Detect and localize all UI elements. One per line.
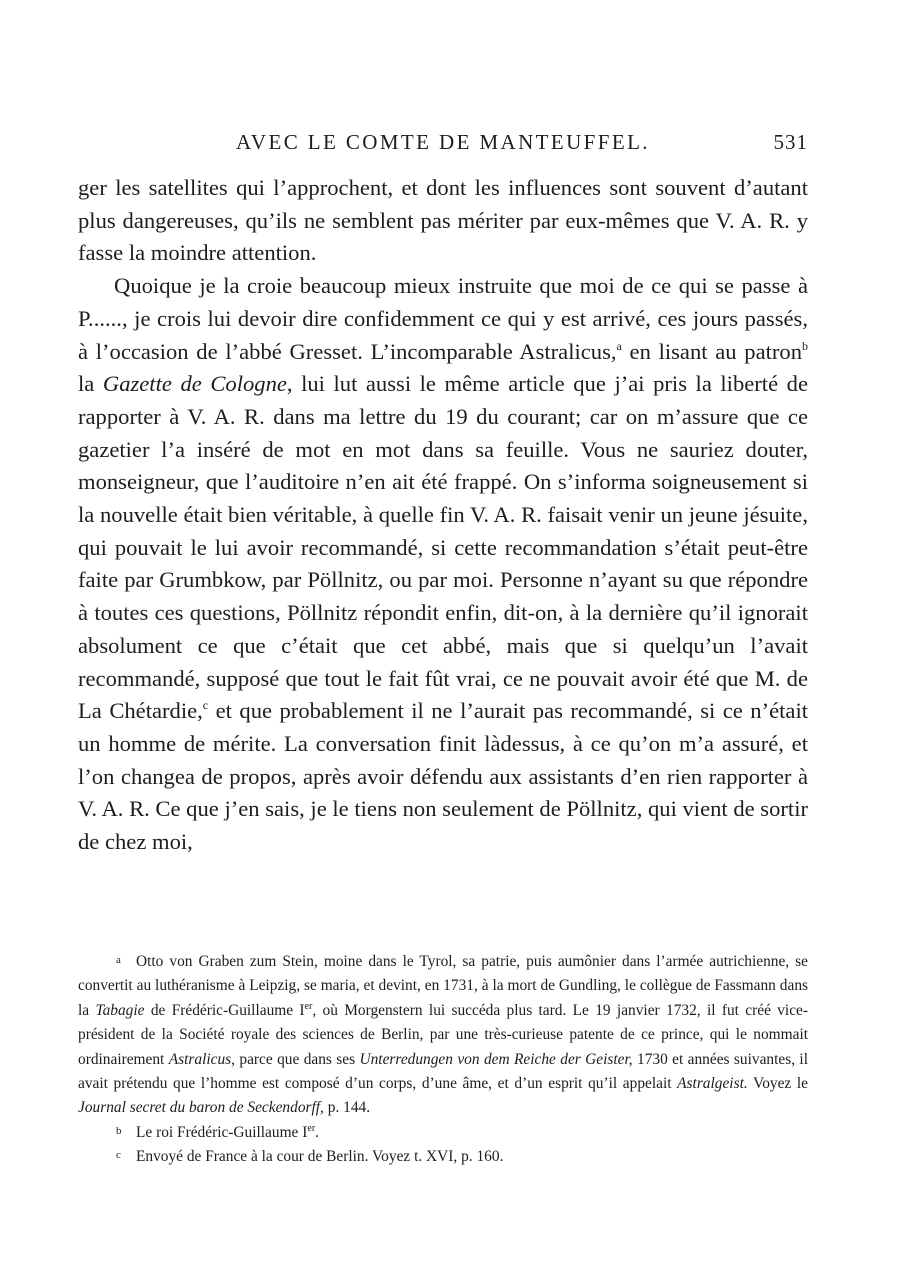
gazette-title: Gazette de Cologne bbox=[102, 371, 287, 397]
footnote-italic: Unterredungen von dem Reiche der Geister, bbox=[359, 1050, 633, 1068]
footnote-superscript: er bbox=[304, 1000, 313, 1012]
footnote-italic: Astralgeist. bbox=[677, 1075, 748, 1093]
footnote-text: Envoyé de France à la cour de Berlin. Voyez t. XVI, p. 160. bbox=[136, 1148, 504, 1166]
footnote-ref-c: c bbox=[202, 698, 209, 713]
footnote-text: Otto von Graben zum Stein, moine dans le Tyrol, sa patrie, puis aumônier dans l’armée autrichienne, se convertit au luthéranisme à Leipzig, se maria, et devint, en 1731, à la mort de Gundling, le collègue de Fassmann dans la bbox=[78, 953, 808, 1019]
footnote-text: 1730 et années suivantes, il avait prétendu que l’homme est composé d’un corps, d’une âme, et d’un esprit qu’il appelait bbox=[78, 1050, 808, 1093]
footnote-a: a Otto von Graben zum Stein, moine dans le Tyrol, sa patrie, puis aumônier dans l’armée autrichienne, se convertit au luthéranisme à Leipzig, se maria, et devint, en 1731, à la mort de Gundling, le collègue de Fassmann dans la Tabagie de Frédéric-Guillaume Ier, où Morgenstern lui succéda plus tard. Le 19 janvier 1732, il fut créé vice-président de la Société royale des sciences de Berlin, par une très-curieuse patente de ce prince, qui le nommait ordinairement Astralicus, parce que dans ses Unterredungen von dem Reiche der Geister, 1730 et années suivantes, il avait prétendu que l’homme est composé d’un corps, d’une âme, et d’un esprit qu’il appelait Astralgeist. Voyez le Journal secret du baron de Seckendorff, p. 144. bbox=[78, 953, 808, 1117]
paragraph-text: , lui lut aussi le même article que j’ai pris la liberté de rapporter à V. A. R. dans ma lettre du 19 du courant; car on m’assure que ce gazetier l’a inséré de mot en mot dans sa feuille. Vous ne sauriez douter, monseigneur, que l’auditoire n’en ait été frappé. On s’informa soigneusement si la nouvelle était bien véritable, à quelle fin V. A. R. faisait venir un jeune jésuite, qui pouvait le lui avoir recommandé, si cette recommandation s’était peut-être faite par Grumbkow, par Pöllnitz, ou par moi. Personne n’ayant su que répondre à toutes ces questions, Pöllnitz répondit enfin, dit-on, à la dernière qu’il ignorait absolument ce que c’était que cet abbé, mais que si quelqu’un l’avait recommandé, supposé que tout le fait fût vrai, ce ne pouvait avoir été que M. de La Chétardie, bbox=[78, 371, 808, 724]
running-head bbox=[78, 126, 808, 160]
paragraph-continued: ger les satellites qui l’approchent, et dont les influences sont souvent d’autant plus dangereuses, qu’ils ne semblent pas mériter par eux-mêmes que V. A. R. y fasse la moindre attention. bbox=[78, 175, 808, 266]
page-number: 531 bbox=[773, 130, 808, 154]
paragraph-text: Quoique je la croie beaucoup mieux instruite que moi de ce qui se passe à P......, je crois lui devoir dire confidemment ce qui y est arrivé, ces jours passés, à l’occasion de l’abbé Gresset. L’incomparable Astralicus, bbox=[78, 273, 808, 364]
footnote-italic: Journal secret du baron de Seckendorff, bbox=[78, 1099, 324, 1117]
paragraph-text: la bbox=[78, 371, 103, 397]
footnote-text: p. 144. bbox=[323, 1099, 371, 1117]
paragraph-gresset bbox=[78, 270, 808, 859]
footnote-c: c Envoyé de France à la cour de Berlin. Voyez t. XVI, p. 160. bbox=[116, 1148, 504, 1166]
body-text bbox=[78, 172, 808, 859]
running-title: AVEC LE COMTE DE MANTEUFFEL. bbox=[236, 130, 650, 154]
footnote-text: parce que dans ses bbox=[235, 1050, 360, 1068]
footnote-superscript: er bbox=[307, 1122, 316, 1134]
footnote-text: , où Morgenstern lui succéda plus tard. Le 19 janvier 1732, il fut créé vice-président de la Société royale des sciences de Berlin, par une très-curieuse patente de ce prince, qui le nommait ordinairement bbox=[78, 1001, 808, 1068]
footnote-italic: Astralicus, bbox=[168, 1050, 235, 1068]
footnote-text: de Frédéric-Guillaume I bbox=[144, 1001, 305, 1019]
footnote-text: Voyez le bbox=[747, 1075, 808, 1093]
paragraph-text: et que probablement il ne l’aurait pas recommandé, si ce n’était un homme de mérite. La conversation finit làdessus, à ce qu’on m’a assuré, et l’on changea de propos, après avoir défendu aux assistants d’en rien rapporter à V. A. R. Ce que j’en sais, je le tiens non seulement de Pöllnitz, qui vient de sortir de chez moi, bbox=[78, 698, 809, 855]
footnote-text: Le roi Frédéric-Guillaume I bbox=[136, 1123, 308, 1141]
footnote-b: b Le roi Frédéric-Guillaume Ier. bbox=[116, 1122, 320, 1141]
footnotes bbox=[78, 950, 808, 1170]
paragraph-text: en lisant au patron bbox=[621, 338, 802, 364]
footnote-ref-a: a bbox=[616, 338, 622, 353]
footnote-ref-b: b bbox=[802, 338, 808, 353]
footnote-text: . bbox=[315, 1123, 320, 1141]
footnote-italic: Tabagie bbox=[95, 1001, 145, 1019]
